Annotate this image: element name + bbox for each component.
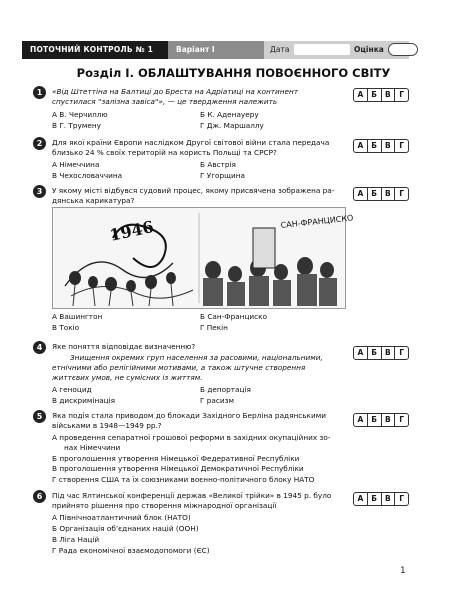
answer-cell-b[interactable]: Б: [367, 188, 381, 200]
option-g[interactable]: Г Рада економічної взаємодопомоги (ЄС): [52, 546, 210, 555]
answer-grid[interactable]: [353, 187, 409, 201]
grade-field[interactable]: [388, 43, 418, 56]
question-number: 5: [33, 410, 46, 423]
question-text: Для якої країни Європи наслідком Другої світової війни стала передача: [52, 138, 330, 147]
option-g[interactable]: Г расизм: [200, 396, 235, 405]
answer-grid[interactable]: [353, 346, 409, 360]
option-a-continued: нах Німеччини: [64, 443, 121, 452]
date-label: Дата: [270, 45, 290, 54]
option-b[interactable]: Б К. Аденауеру: [200, 110, 259, 119]
answer-cell-a[interactable]: А: [357, 141, 364, 150]
answer-cell-a[interactable]: А: [357, 494, 364, 503]
cartoon-city-label: САН-ФРАНЦИСКО: [280, 213, 354, 230]
option-g[interactable]: Г Дж. Маршаллу: [200, 121, 264, 130]
answer-cell-b[interactable]: Б: [367, 89, 381, 101]
option-a[interactable]: А В. Черчиллю: [52, 110, 108, 119]
option-g[interactable]: Г Пекін: [200, 323, 228, 332]
answer-grid[interactable]: [353, 492, 409, 506]
caricature-drawing: [53, 208, 354, 308]
answer-cell-v[interactable]: В: [381, 140, 395, 152]
variant-label: Варіант І: [168, 41, 264, 59]
option-a[interactable]: А Вашингтон: [52, 312, 103, 321]
option-b[interactable]: Б Організація об’єднаних націй (ООН): [52, 524, 199, 533]
answer-cell-a[interactable]: А: [357, 415, 364, 424]
question-text: прийнято рішення про створення міжнародної організації: [52, 501, 277, 510]
answer-cell-g[interactable]: Г: [394, 140, 408, 152]
header-bar: [22, 41, 409, 59]
option-a[interactable]: А Північноатлантичний блок (НАТО): [52, 513, 191, 522]
answer-cell-a[interactable]: А: [357, 189, 364, 198]
question-text: дянська карикатура?: [52, 196, 135, 205]
answer-grid[interactable]: [353, 88, 409, 102]
option-g[interactable]: Г Угорщина: [200, 171, 246, 180]
question-text: Яка подія стала приводом до блокади Західного Берліна радянськими: [52, 411, 326, 420]
question-text: Яке поняття відповідає визначенню?: [52, 342, 196, 351]
option-a[interactable]: А Німеччина: [52, 160, 100, 169]
answer-cell-v[interactable]: В: [381, 414, 395, 426]
answer-cell-v[interactable]: В: [381, 89, 395, 101]
answer-cell-b[interactable]: Б: [367, 414, 381, 426]
question-number: 3: [33, 185, 46, 198]
option-g[interactable]: Г створення США та їх союзниками воєнно-політичного блоку НАТО: [52, 475, 315, 484]
option-a[interactable]: А проведення сепаратної грошової реформи в західних окупаційних зо-: [52, 433, 331, 442]
grade-label: Оцінка: [354, 45, 384, 54]
answer-grid[interactable]: [353, 413, 409, 427]
control-title: ПОТОЧНИЙ КОНТРОЛЬ № 1: [22, 41, 168, 59]
answer-cell-g[interactable]: Г: [394, 347, 408, 359]
question-text: спустилася "залізна завіса"», — це твердження належить: [52, 97, 278, 106]
answer-cell-g[interactable]: Г: [394, 414, 408, 426]
page-number: 1: [400, 566, 406, 576]
answer-cell-v[interactable]: В: [381, 493, 395, 505]
option-v[interactable]: В дискримінація: [52, 396, 116, 405]
soviet-caricature-image: [52, 207, 354, 309]
question-number: 6: [33, 490, 46, 503]
answer-cell-b[interactable]: Б: [367, 493, 381, 505]
definition-text: етнічними або релігійними мотивами, а також штучне створення: [52, 363, 306, 372]
answer-cell-a[interactable]: А: [357, 348, 364, 357]
answer-cell-v[interactable]: В: [381, 188, 395, 200]
option-b[interactable]: Б Сан-Франциско: [200, 312, 268, 321]
option-v[interactable]: В Г. Трумену: [52, 121, 101, 130]
definition-text: життєвих умов, не сумісних із життям.: [52, 373, 203, 382]
question-text: Під час Ялтинської конференції держав «Великої трійки» в 1945 р. було: [52, 491, 332, 500]
definition-text: Знищення окремих груп населення за расовими, національними,: [70, 353, 323, 362]
answer-cell-g[interactable]: Г: [394, 89, 408, 101]
option-v[interactable]: В Чехословаччина: [52, 171, 123, 180]
answer-cell-g[interactable]: Г: [394, 188, 408, 200]
option-b[interactable]: Б депортація: [200, 385, 251, 394]
question-text: близько 24 % своїх територій на користь Польщі та СРСР?: [52, 148, 277, 157]
question-text: «Від Штеттіна на Балтиці до Бреста на Адріатиці на континент: [52, 87, 299, 96]
answer-cell-b[interactable]: Б: [367, 140, 381, 152]
question-number: 1: [33, 86, 46, 99]
answer-cell-v[interactable]: В: [381, 347, 395, 359]
question-number: 4: [33, 341, 46, 354]
date-grade-area: [264, 41, 409, 59]
question-number: 2: [33, 137, 46, 150]
date-field[interactable]: [294, 44, 350, 55]
answer-cell-b[interactable]: Б: [367, 347, 381, 359]
section-title: Розділ І. ОБЛАШТУВАННЯ ПОВОЄННОГО СВІТУ: [76, 66, 391, 80]
option-a[interactable]: А геноцид: [52, 385, 92, 394]
answer-grid[interactable]: [353, 139, 409, 153]
answer-cell-g[interactable]: Г: [394, 493, 408, 505]
question-text: У якому місті відбувся судовий процес, якому присвячена зображена ра-: [52, 186, 335, 195]
option-b[interactable]: Б Австрія: [200, 160, 236, 169]
question-text: військами в 1948—1949 рр.?: [52, 421, 162, 430]
option-v[interactable]: В Токіо: [52, 323, 80, 332]
answer-cell-a[interactable]: А: [357, 90, 364, 99]
option-v[interactable]: В проголошення утворення Німецької Демократичної Республіки: [52, 464, 304, 473]
cartoon-year-label: 1946: [107, 217, 156, 245]
option-v[interactable]: В Ліга Націй: [52, 535, 100, 544]
option-b[interactable]: Б проголошення утворення Німецької Федеративної Республіки: [52, 454, 300, 463]
